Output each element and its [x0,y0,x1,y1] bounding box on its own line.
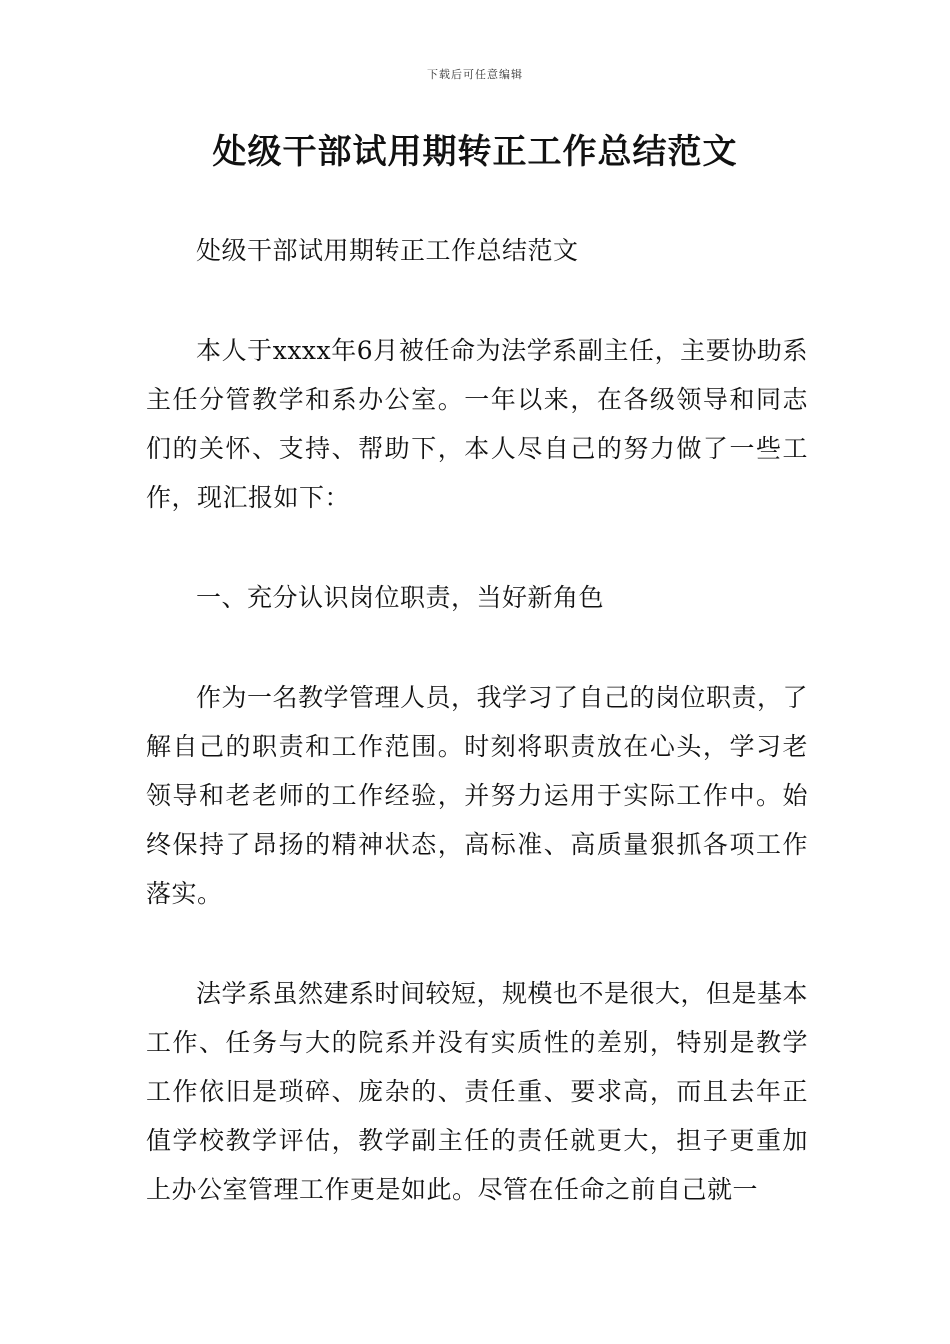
paragraph-subtitle: 处级干部试用期转正工作总结范文 [196,236,579,265]
paragraph-intro: 本人于xxxx年6月被任命为法学系副主任，主要协助系主任分管教学和系办公室。一年以来，在各级领导和同志们的关怀、支持、帮助下，本人尽自己的努力做了一些工作，现汇报如下： [146,336,808,512]
header-note: 下载后可任意编辑 [427,68,523,81]
paragraph-department: 法学系虽然建系时间较短，规模也不是很大，但是基本工作、任务与大的院系并没有实质性的差别，特别是教学工作依旧是琐碎、庞杂的、责任重、要求高，而且去年正值学校教学评估，教学副主任的责任就更大，担子更重加上办公室管理工作更是如此。尽管在任命之前自己就一 [146,979,809,1204]
paragraph-role: 作为一名教学管理人员，我学习了自己的岗位职责，了解自己的职责和工作范围。时刻将职责放在心头，学习老领导和老老师的工作经验，并努力运用于实际工作中。始终保持了昂扬的精神状态，高标准、高质量狠抓各项工作落实。 [146,683,809,908]
document-title: 处级干部试用期转正工作总结范文 [212,132,738,172]
section-heading-1: 一、充分认识岗位职责，当好新角色 [196,583,605,612]
document-body [146,226,808,1265]
